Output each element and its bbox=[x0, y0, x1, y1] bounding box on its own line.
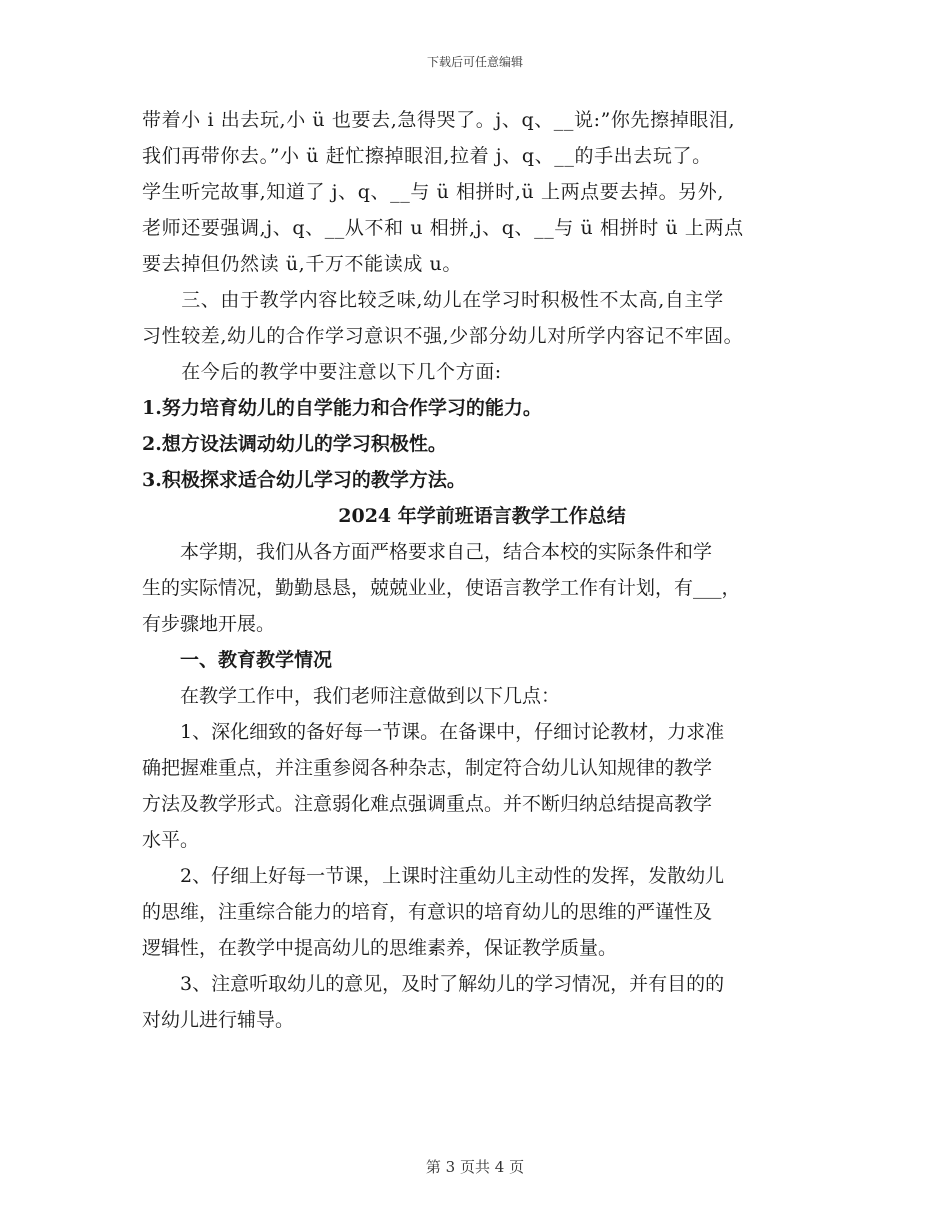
body-line: 1、深化细致的备好每一节课。在备课中，仔细讨论教材，力求准 bbox=[142, 721, 725, 743]
page-footer: 第 3 页共 4 页 bbox=[425, 1158, 525, 1176]
bold-point: 3.积极探求适合幼儿学习的教学方法。 bbox=[142, 469, 466, 491]
body-line: 3、注意听取幼儿的意见，及时了解幼儿的学习情况，并有目的的 bbox=[142, 973, 725, 995]
body-line: 要去掉但仍然读 ü,千万不能读成 u。 bbox=[142, 253, 462, 275]
body-line: 老师还要强调,j、q、__从不和 u 相拼,j、q、__与 ü 相拼时 ü 上两点 bbox=[142, 217, 744, 239]
body-line: 生的实际情况，勤勤恳恳，兢兢业业，使语言教学工作有计划，有___， bbox=[142, 577, 741, 599]
body-line: 方法及教学形式。注意弱化难点强调重点。并不断归纳总结提高教学 bbox=[142, 793, 713, 815]
subheading: 一、教育教学情况 bbox=[142, 649, 333, 671]
body-line: 有步骤地开展。 bbox=[142, 613, 276, 635]
body-line: 在教学工作中，我们老师注意做到以下几点： bbox=[142, 685, 561, 707]
body-line: 确把握难重点，并注重参阅各种杂志，制定符合幼儿认知规律的教学 bbox=[142, 757, 713, 779]
section-title: 2024 年学前班语言教学工作总结 bbox=[338, 505, 626, 527]
document-body bbox=[142, 102, 822, 1038]
body-line: 水平。 bbox=[142, 829, 200, 851]
body-line: 2、仔细上好每一节课，上课时注重幼儿主动性的发挥，发散幼儿 bbox=[142, 865, 725, 887]
body-line: 本学期，我们从各方面严格要求自己，结合本校的实际条件和学 bbox=[142, 541, 713, 563]
body-line: 习性较差,幼儿的合作学习意识不强,少部分幼儿对所学内容记不牢固。 bbox=[142, 325, 744, 347]
body-line: 逻辑性，在教学中提高幼儿的思维素养，保证教学质量。 bbox=[142, 937, 618, 959]
bold-point: 1.努力培育幼儿的自学能力和合作学习的能力。 bbox=[142, 397, 542, 419]
body-line: 带着小 i 出去玩,小 ü 也要去,急得哭了。j、q、__说:”你先擦掉眼泪, bbox=[142, 109, 736, 131]
body-line: 我们再带你去。”小 ü 赶忙擦掉眼泪,拉着 j、q、__的手出去玩了。 bbox=[142, 145, 712, 167]
page-header: 下载后可任意编辑 bbox=[426, 55, 523, 69]
body-line: 三、由于教学内容比较乏味,幼儿在学习时积极性不太高,自主学 bbox=[142, 289, 724, 311]
body-line: 学生听完故事,知道了 j、q、__与 ü 相拼时,ü 上两点要去掉。另外, bbox=[142, 181, 725, 203]
body-line: 在今后的教学中要注意以下几个方面: bbox=[142, 361, 502, 383]
body-line: 的思维，注重综合能力的培育，有意识的培育幼儿的思维的严谨性及 bbox=[142, 901, 713, 923]
bold-point: 2.想方设法调动幼儿的学习积极性。 bbox=[142, 433, 447, 455]
body-line: 对幼儿进行辅导。 bbox=[142, 1009, 295, 1031]
